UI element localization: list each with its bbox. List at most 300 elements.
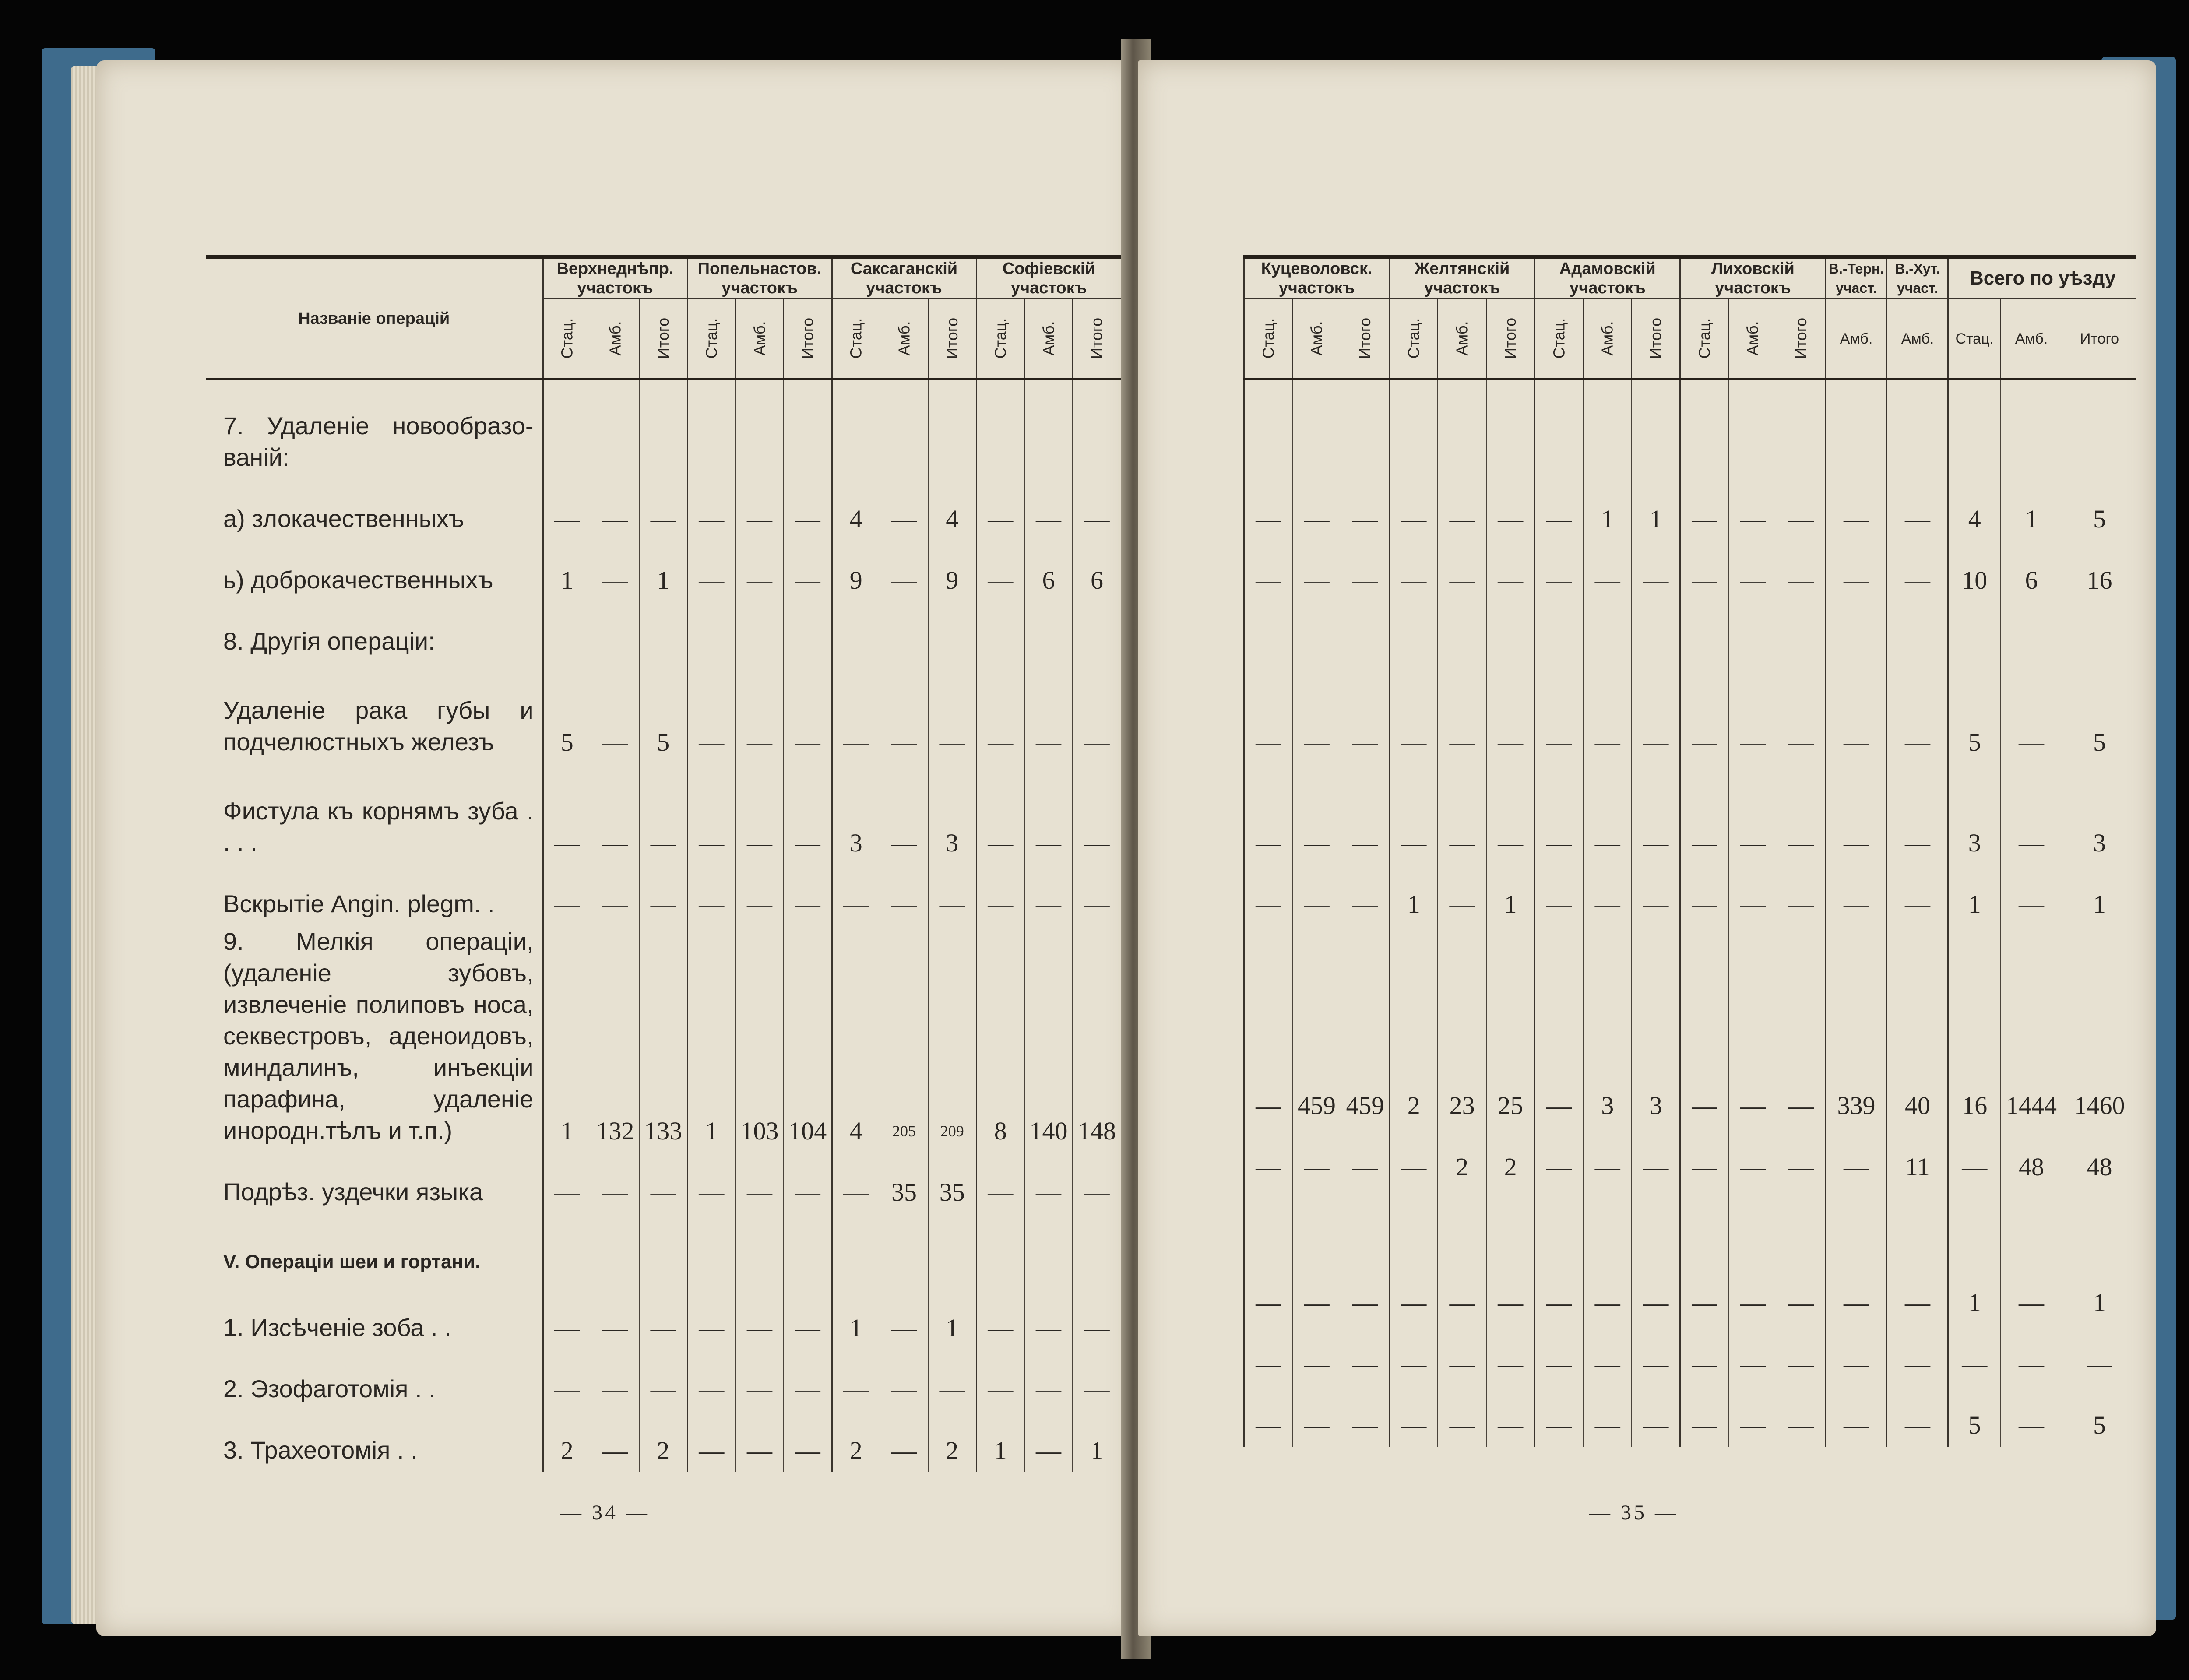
table-cell: — — [1680, 541, 1729, 602]
group-header: Саксаганскій участокъ — [832, 257, 976, 299]
table-cell — [2062, 602, 2136, 663]
table-cell: — — [591, 1350, 639, 1411]
table-cell — [976, 379, 1024, 479]
table-cell: 48 — [2062, 1127, 2136, 1188]
table-cell: — — [1729, 926, 1777, 1127]
subcolumn-header: Итого — [784, 299, 832, 379]
table-row — [1244, 602, 2137, 663]
table-cell: — — [2001, 1385, 2062, 1447]
table-cell: 209 — [928, 926, 976, 1153]
subcolumn-header: Итого — [1486, 299, 1535, 379]
table-cell: — — [1887, 1385, 1948, 1447]
table-cell — [928, 1214, 976, 1284]
table-cell — [1244, 1188, 1293, 1258]
table-cell — [1948, 602, 2001, 663]
table-row — [1244, 379, 2137, 479]
table-cell: — — [1341, 1127, 1390, 1188]
table-cell: 4 — [832, 926, 880, 1153]
table-cell: — — [2062, 1324, 2136, 1385]
table-cell: 1 — [2062, 1258, 2136, 1324]
group-header: В.-Хут. участ. — [1887, 257, 1948, 299]
table-cell — [1486, 1188, 1535, 1258]
table-cell: — — [1680, 479, 1729, 541]
subcolumn-header: Итого — [1073, 299, 1121, 379]
table-cell: — — [784, 1411, 832, 1472]
table-cell: — — [1438, 1385, 1486, 1447]
table-cell: — — [2001, 764, 2062, 865]
table-cell: 1 — [976, 1411, 1024, 1472]
table-cell: — — [1826, 865, 1887, 926]
table-cell: — — [2001, 1258, 2062, 1324]
table-cell: — — [1583, 764, 1632, 865]
table-cell: — — [1887, 479, 1948, 541]
group-header: Адамовскій участокъ — [1535, 257, 1680, 299]
table-cell: 35 — [928, 1153, 976, 1214]
table-cell: — — [1244, 541, 1293, 602]
group-header: Софіевскій участокъ — [976, 257, 1121, 299]
table-cell: — — [1073, 764, 1121, 865]
table-cell: — — [1777, 479, 1826, 541]
table-cell: — — [976, 1153, 1024, 1214]
table-row — [206, 1411, 1121, 1472]
table-cell: — — [1777, 541, 1826, 602]
table-cell: 1 — [1073, 1411, 1121, 1472]
table-cell: — — [784, 865, 832, 926]
table-row — [206, 379, 1121, 479]
table-cell: 1 — [1390, 865, 1438, 926]
table-cell — [543, 1214, 591, 1284]
table-cell — [1024, 379, 1073, 479]
table-cell: 1 — [2001, 479, 2062, 541]
table-cell: — — [880, 1350, 928, 1411]
table-row — [206, 1350, 1121, 1411]
table-cell: — — [1535, 926, 1584, 1127]
subcolumn-header: Амб. — [1583, 299, 1632, 379]
table-cell: — — [1583, 865, 1632, 926]
table-cell: — — [1438, 479, 1486, 541]
table-cell: — — [1073, 865, 1121, 926]
group-header: Куцеволовск. участокъ — [1244, 257, 1390, 299]
subcolumn-header: Итого — [639, 299, 687, 379]
table-cell: — — [1826, 541, 1887, 602]
table-cell: — — [1390, 764, 1438, 865]
table-cell: — — [784, 764, 832, 865]
left-page — [96, 60, 1135, 1636]
table-cell: — — [1826, 764, 1887, 865]
operation-name: 1. Изсѣченіе зоба . . — [223, 1314, 451, 1341]
table-cell: — — [1486, 1385, 1535, 1447]
operation-name: V. Операціи шеи и гортани. — [223, 1251, 481, 1272]
table-cell: — — [1438, 541, 1486, 602]
subcolumn-header: Амб. — [880, 299, 928, 379]
table-cell: — — [1390, 479, 1438, 541]
table-cell: — — [1341, 865, 1390, 926]
table-cell: 1460 — [2062, 926, 2136, 1127]
table-cell: — — [1632, 541, 1680, 602]
table-cell — [639, 379, 687, 479]
table-cell: — — [1777, 764, 1826, 865]
table-cell — [1024, 602, 1073, 663]
table-cell: 11 — [1887, 1127, 1948, 1188]
table-cell: — — [1244, 1385, 1293, 1447]
table-cell: 132 — [591, 926, 639, 1153]
operation-name: Подрѣз. уздечки языка — [223, 1178, 483, 1206]
table-cell: — — [976, 1284, 1024, 1350]
table-cell — [591, 379, 639, 479]
table-cell — [2001, 1188, 2062, 1258]
table-cell — [1292, 602, 1341, 663]
table-cell: 1 — [543, 541, 591, 602]
subcolumn-header: Стац. — [1948, 299, 2001, 379]
table-cell: 339 — [1826, 926, 1887, 1127]
table-cell: 3 — [1583, 926, 1632, 1127]
subcolumn-header: Амб. — [1292, 299, 1341, 379]
table-cell: 1 — [639, 541, 687, 602]
operation-name: 8. Другія операціи: — [223, 627, 435, 655]
table-cell: — — [1244, 1258, 1293, 1324]
subcolumn-header: Амб. — [1024, 299, 1073, 379]
table-cell: — — [976, 479, 1024, 541]
table-cell: — — [639, 1153, 687, 1214]
table-cell: — — [1632, 764, 1680, 865]
subcolumn-header: Итого — [1341, 299, 1390, 379]
table-cell — [1024, 1214, 1073, 1284]
operation-name: Вскрытіе Angin. plegm. . — [223, 890, 495, 917]
table-cell: — — [1826, 1127, 1887, 1188]
table-cell: 1444 — [2001, 926, 2062, 1127]
table-cell: — — [591, 1411, 639, 1472]
table-cell: — — [639, 479, 687, 541]
table-cell: 5 — [2062, 1385, 2136, 1447]
table-cell: — — [1583, 663, 1632, 764]
table-cell: — — [1486, 1258, 1535, 1324]
table-row — [206, 1153, 1121, 1214]
table-cell — [1583, 1188, 1632, 1258]
table-cell — [2062, 1188, 2136, 1258]
table-row — [1244, 926, 2137, 1127]
table-cell: — — [1632, 1127, 1680, 1188]
table-cell: 4 — [832, 479, 880, 541]
subcolumn-header: Стац. — [1535, 299, 1584, 379]
table-cell — [1438, 1188, 1486, 1258]
table-cell: — — [1583, 541, 1632, 602]
table-cell — [1826, 1188, 1887, 1258]
table-cell: — — [784, 1284, 832, 1350]
table-cell: — — [1292, 541, 1341, 602]
table-row — [1244, 1324, 2137, 1385]
table-cell: 104 — [784, 926, 832, 1153]
table-cell: 10 — [1948, 541, 2001, 602]
table-cell: 40 — [1887, 926, 1948, 1127]
table-cell: — — [1024, 1284, 1073, 1350]
table-cell: 16 — [1948, 926, 2001, 1127]
table-cell — [1729, 602, 1777, 663]
table-cell — [1887, 602, 1948, 663]
group-header: Лиховскій участокъ — [1680, 257, 1826, 299]
table-cell: — — [2001, 1324, 2062, 1385]
table-cell: — — [880, 479, 928, 541]
table-cell — [591, 1214, 639, 1284]
table-cell: 6 — [1024, 541, 1073, 602]
subcolumn-header: Итого — [1632, 299, 1680, 379]
table-cell: — — [1073, 1350, 1121, 1411]
table-cell: — — [1729, 479, 1777, 541]
table-cell — [1486, 379, 1535, 479]
table-cell: — — [1341, 1324, 1390, 1385]
table-cell: — — [784, 1350, 832, 1411]
table-cell — [784, 602, 832, 663]
table-row — [206, 663, 1121, 764]
table-cell: — — [591, 1284, 639, 1350]
table-cell: — — [543, 1350, 591, 1411]
table-cell: — — [1486, 663, 1535, 764]
table-cell — [543, 602, 591, 663]
page-number: — 34 — — [560, 1501, 650, 1524]
table-cell: — — [736, 541, 784, 602]
table-cell: — — [543, 865, 591, 926]
table-cell: — — [1729, 1324, 1777, 1385]
table-cell — [784, 379, 832, 479]
table-cell: — — [2001, 865, 2062, 926]
table-cell: — — [1777, 1324, 1826, 1385]
table-cell: 2 — [1390, 926, 1438, 1127]
table-cell: — — [1438, 663, 1486, 764]
table-cell: — — [1583, 1385, 1632, 1447]
table-cell — [1583, 602, 1632, 663]
table-cell: 133 — [639, 926, 687, 1153]
table-cell: — — [976, 1350, 1024, 1411]
table-cell — [1438, 379, 1486, 479]
table-cell — [784, 1214, 832, 1284]
table-row — [1244, 663, 2137, 764]
table-cell: — — [1292, 479, 1341, 541]
table-cell: 103 — [736, 926, 784, 1153]
table-cell: 48 — [2001, 1127, 2062, 1188]
table-cell: — — [976, 764, 1024, 865]
table-cell — [1073, 602, 1121, 663]
table-cell: — — [1583, 1324, 1632, 1385]
table-cell: — — [1826, 1258, 1887, 1324]
right-operations-table — [1243, 255, 2136, 1447]
table-cell: — — [1632, 865, 1680, 926]
table-cell: — — [591, 479, 639, 541]
table-cell: — — [1486, 764, 1535, 865]
table-cell — [1777, 379, 1826, 479]
table-cell: — — [976, 663, 1024, 764]
table-cell: — — [976, 541, 1024, 602]
table-row — [206, 479, 1121, 541]
table-cell — [1777, 602, 1826, 663]
table-cell: 459 — [1292, 926, 1341, 1127]
table-cell: — — [736, 764, 784, 865]
table-cell — [1632, 379, 1680, 479]
table-cell: — — [1887, 865, 1948, 926]
table-cell: — — [1535, 865, 1584, 926]
table-row — [1244, 1188, 2137, 1258]
table-cell: — — [1729, 764, 1777, 865]
table-cell: — — [1390, 1324, 1438, 1385]
table-cell: — — [1826, 479, 1887, 541]
table-cell — [1680, 602, 1729, 663]
table-cell: — — [832, 1350, 880, 1411]
table-cell: — — [2001, 663, 2062, 764]
table-cell: — — [1887, 541, 1948, 602]
table-cell: — — [928, 1350, 976, 1411]
table-cell: 2 — [1438, 1127, 1486, 1188]
table-cell: 3 — [2062, 764, 2136, 865]
table-cell: — — [639, 865, 687, 926]
table-cell: — — [1680, 663, 1729, 764]
table-cell — [1535, 379, 1584, 479]
table-cell: 4 — [928, 479, 976, 541]
table-cell: — — [1390, 1258, 1438, 1324]
table-cell — [639, 1214, 687, 1284]
table-cell: 5 — [639, 663, 687, 764]
table-cell: 1 — [928, 1284, 976, 1350]
table-cell: — — [1438, 1324, 1486, 1385]
table-cell: 3 — [928, 764, 976, 865]
table-cell — [928, 602, 976, 663]
table-cell: — — [1341, 541, 1390, 602]
table-row — [1244, 764, 2137, 865]
table-cell: — — [1024, 479, 1073, 541]
operation-name: 2. Эзофаготомія . . — [223, 1375, 436, 1402]
table-cell: — — [1729, 1385, 1777, 1447]
table-cell: 5 — [543, 663, 591, 764]
table-cell: — — [976, 865, 1024, 926]
table-cell — [880, 602, 928, 663]
table-cell: 5 — [1948, 663, 2001, 764]
table-cell: — — [880, 764, 928, 865]
table-cell: — — [1244, 663, 1293, 764]
table-cell: — — [1390, 663, 1438, 764]
table-cell — [976, 1214, 1024, 1284]
table-cell: — — [1632, 1324, 1680, 1385]
table-cell: — — [1341, 479, 1390, 541]
table-cell: — — [1887, 764, 1948, 865]
subcolumn-header: Стац. — [687, 299, 736, 379]
table-cell: — — [687, 764, 736, 865]
table-cell: — — [687, 865, 736, 926]
table-cell: — — [880, 1411, 928, 1472]
table-cell: — — [1292, 1385, 1341, 1447]
subcolumn-header: Стац. — [543, 299, 591, 379]
table-row — [1244, 479, 2137, 541]
left-operations-table — [206, 255, 1121, 1472]
table-cell: 459 — [1341, 926, 1390, 1127]
table-cell: — — [591, 865, 639, 926]
table-cell — [1341, 602, 1390, 663]
table-cell: — — [591, 1153, 639, 1214]
table-cell: — — [1535, 1258, 1584, 1324]
table-cell: 2 — [928, 1411, 976, 1472]
table-cell: — — [1535, 1324, 1584, 1385]
operation-name: 7. Удаленіе новообразо-ваній: — [223, 412, 534, 471]
operation-name: ь) доброкачественныхъ — [223, 566, 493, 594]
table-cell: — — [1826, 663, 1887, 764]
group-header: Желтянскій участокъ — [1390, 257, 1535, 299]
table-cell: — — [1777, 1385, 1826, 1447]
table-cell: — — [1390, 1385, 1438, 1447]
operation-name: Удаленіе рака губы и подчелюстныхъ железъ — [223, 696, 534, 756]
table-cell: — — [1024, 663, 1073, 764]
subcolumn-header: Амб. — [2001, 299, 2062, 379]
table-cell: 205 — [880, 926, 928, 1153]
table-cell: 5 — [2062, 663, 2136, 764]
table-cell: 1 — [2062, 865, 2136, 926]
table-row — [1244, 541, 2137, 602]
table-cell: — — [687, 541, 736, 602]
table-cell: — — [832, 865, 880, 926]
table-cell: — — [1680, 1324, 1729, 1385]
table-cell: — — [1244, 926, 1293, 1127]
table-cell: — — [784, 1153, 832, 1214]
subcolumn-header: Стац. — [1390, 299, 1438, 379]
table-cell: 1 — [832, 1284, 880, 1350]
table-cell: — — [1244, 479, 1293, 541]
table-cell: — — [1729, 541, 1777, 602]
table-cell: — — [1390, 541, 1438, 602]
table-cell — [2001, 602, 2062, 663]
table-row — [206, 1284, 1121, 1350]
operation-name: 9. Мелкія операціи, (удаленіе зубовъ, извлеченіе полиповъ носа, секвестровъ, аденоидовъ, миндалинъ, инъекціи парафина, удаленіе инородн.тѣлъ и т.п.) — [223, 928, 534, 1144]
table-cell — [1073, 1214, 1121, 1284]
subcolumn-header: Итого — [2062, 299, 2136, 379]
table-cell: — — [784, 541, 832, 602]
table-cell: — — [1948, 1324, 2001, 1385]
table-cell: — — [1486, 1324, 1535, 1385]
table-cell: — — [880, 541, 928, 602]
table-cell: — — [784, 479, 832, 541]
table-row — [206, 602, 1121, 663]
table-cell: — — [1887, 663, 1948, 764]
table-cell — [687, 602, 736, 663]
table-cell: — — [736, 1153, 784, 1214]
column-title-operations: Названіе операцій — [206, 257, 543, 379]
table-cell: 1 — [687, 926, 736, 1153]
table-cell — [1292, 1188, 1341, 1258]
table-cell — [1777, 1188, 1826, 1258]
table-cell: 148 — [1073, 926, 1121, 1153]
right-page — [1138, 60, 2156, 1636]
subcolumn-header: Итого — [928, 299, 976, 379]
table-cell: 23 — [1438, 926, 1486, 1127]
table-cell: — — [1535, 1385, 1584, 1447]
table-cell: — — [1680, 1127, 1729, 1188]
table-cell: 3 — [832, 764, 880, 865]
table-cell: — — [1535, 663, 1584, 764]
table-cell — [687, 379, 736, 479]
table-row — [206, 764, 1121, 865]
table-cell: — — [1680, 1385, 1729, 1447]
table-cell: — — [1244, 764, 1293, 865]
table-cell: 25 — [1486, 926, 1535, 1127]
table-cell: — — [832, 1153, 880, 1214]
table-cell — [1729, 379, 1777, 479]
subcolumn-header: Амб. — [1826, 299, 1887, 379]
table-cell: 9 — [832, 541, 880, 602]
table-cell: — — [687, 1350, 736, 1411]
table-cell: — — [1777, 865, 1826, 926]
table-cell: 6 — [1073, 541, 1121, 602]
table-cell — [1341, 1188, 1390, 1258]
table-cell — [2062, 379, 2136, 479]
group-header: В.-Терн. участ. — [1826, 257, 1887, 299]
table-cell — [1535, 1188, 1584, 1258]
table-cell: — — [736, 1350, 784, 1411]
table-cell: — — [1438, 764, 1486, 865]
table-cell: — — [1729, 865, 1777, 926]
